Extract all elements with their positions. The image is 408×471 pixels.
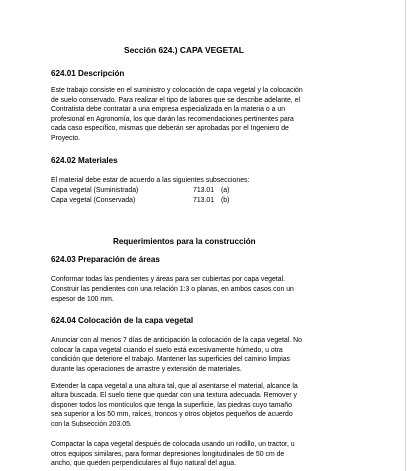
- materials-intro: El material debe estar de acuerdo a las siguientes subsecciones:: [51, 177, 250, 184]
- heading-624-01: 624.01 Descripción: [51, 69, 125, 78]
- s4-p2-line-5: con la Subsección 203.05.: [51, 421, 132, 428]
- s4-p2-line-4: sea superior a los 50 mm, raíces, troncos y otros objetos pequeños de acuerdo: [51, 411, 293, 418]
- s1-line-2: de suelo conservado. Para realizar el tipo de labores que se describe adelante, el: [51, 97, 300, 104]
- s4-p1-line-4: durante las operaciones de arrastre y extensión de materiales.: [51, 366, 242, 373]
- s1-line-6: Proyecto.: [51, 135, 81, 142]
- s4-p1-line-1: Anunciar con al menos 7 días de anticipación la colocación de la capa vegetal. No: [51, 337, 302, 344]
- s3-line-2: Construir las pendientes con una relación 1:3 o planas, en ambos casos con un: [51, 286, 294, 293]
- material-row-item: (a): [221, 187, 230, 194]
- section-title: Sección 624.) CAPA VEGETAL: [124, 45, 244, 55]
- s4-p2-line-3: disponer todos los montículos que tenga la superficie, las piedras cuyo tamaño: [51, 402, 292, 409]
- heading-624-02: 624.02 Materiales: [51, 156, 118, 165]
- s1-line-4: profesional en Agronomía, los que darán las recomendaciones pertinentes para: [51, 116, 294, 123]
- s4-p2-line-1: Extender la capa vegetal a una altura tal, que al asentarse el material, alcance la: [51, 383, 298, 390]
- s4-p3-line-2: otros equipos similares, para formar depresiones longitudinales de 50 cm de: [51, 451, 285, 458]
- material-row-label: Capa vegetal (Suministrada): [51, 187, 139, 194]
- heading-624-03: 624.03 Preparación de áreas: [51, 255, 160, 264]
- s4-p1-line-2: colocar la capa vegetal cuando el suelo está excesivamente húmedo, u otra: [51, 347, 283, 354]
- s4-p3-line-3: ancho, que queden perpendiculares al flujo natural del agua.: [51, 460, 237, 467]
- s3-line-3: espesor de 100 mm.: [51, 296, 114, 303]
- construction-title: Requerimientos para la construcción: [113, 237, 256, 246]
- s1-line-3: Contratista debe contratar a una empresa especializada en la materia o a un: [51, 106, 286, 113]
- heading-624-04: 624.04 Colocación de la capa vegetal: [51, 316, 194, 325]
- material-row-code: 713.01: [193, 197, 215, 204]
- s1-line-1: Este trabajo consiste en el suministro y colocación de capa vegetal y la colocación: [51, 87, 303, 94]
- material-row-item: (b): [221, 197, 230, 204]
- s4-p3-line-1: Compactar la capa vegetal después de colocada usando un rodillo, un tractor, u: [51, 441, 295, 448]
- s3-line-1: Conformar todas las pendientes y áreas para ser cubiertas por capa vegetal.: [51, 276, 286, 283]
- s1-line-5: cada caso específico, mismas que deberán ser aprobadas por el Ingeniero de: [51, 125, 289, 132]
- s4-p1-line-3: condición que deteriore el trabajo. Mantener las superficies del camino limpias: [51, 356, 291, 363]
- s4-p2-line-2: altura buscada. El suelo tiene que quedar con una textura adecuada. Remover y: [51, 392, 297, 399]
- material-row-label: Capa vegetal (Conservada): [51, 197, 136, 204]
- material-row-code: 713.01: [193, 187, 215, 194]
